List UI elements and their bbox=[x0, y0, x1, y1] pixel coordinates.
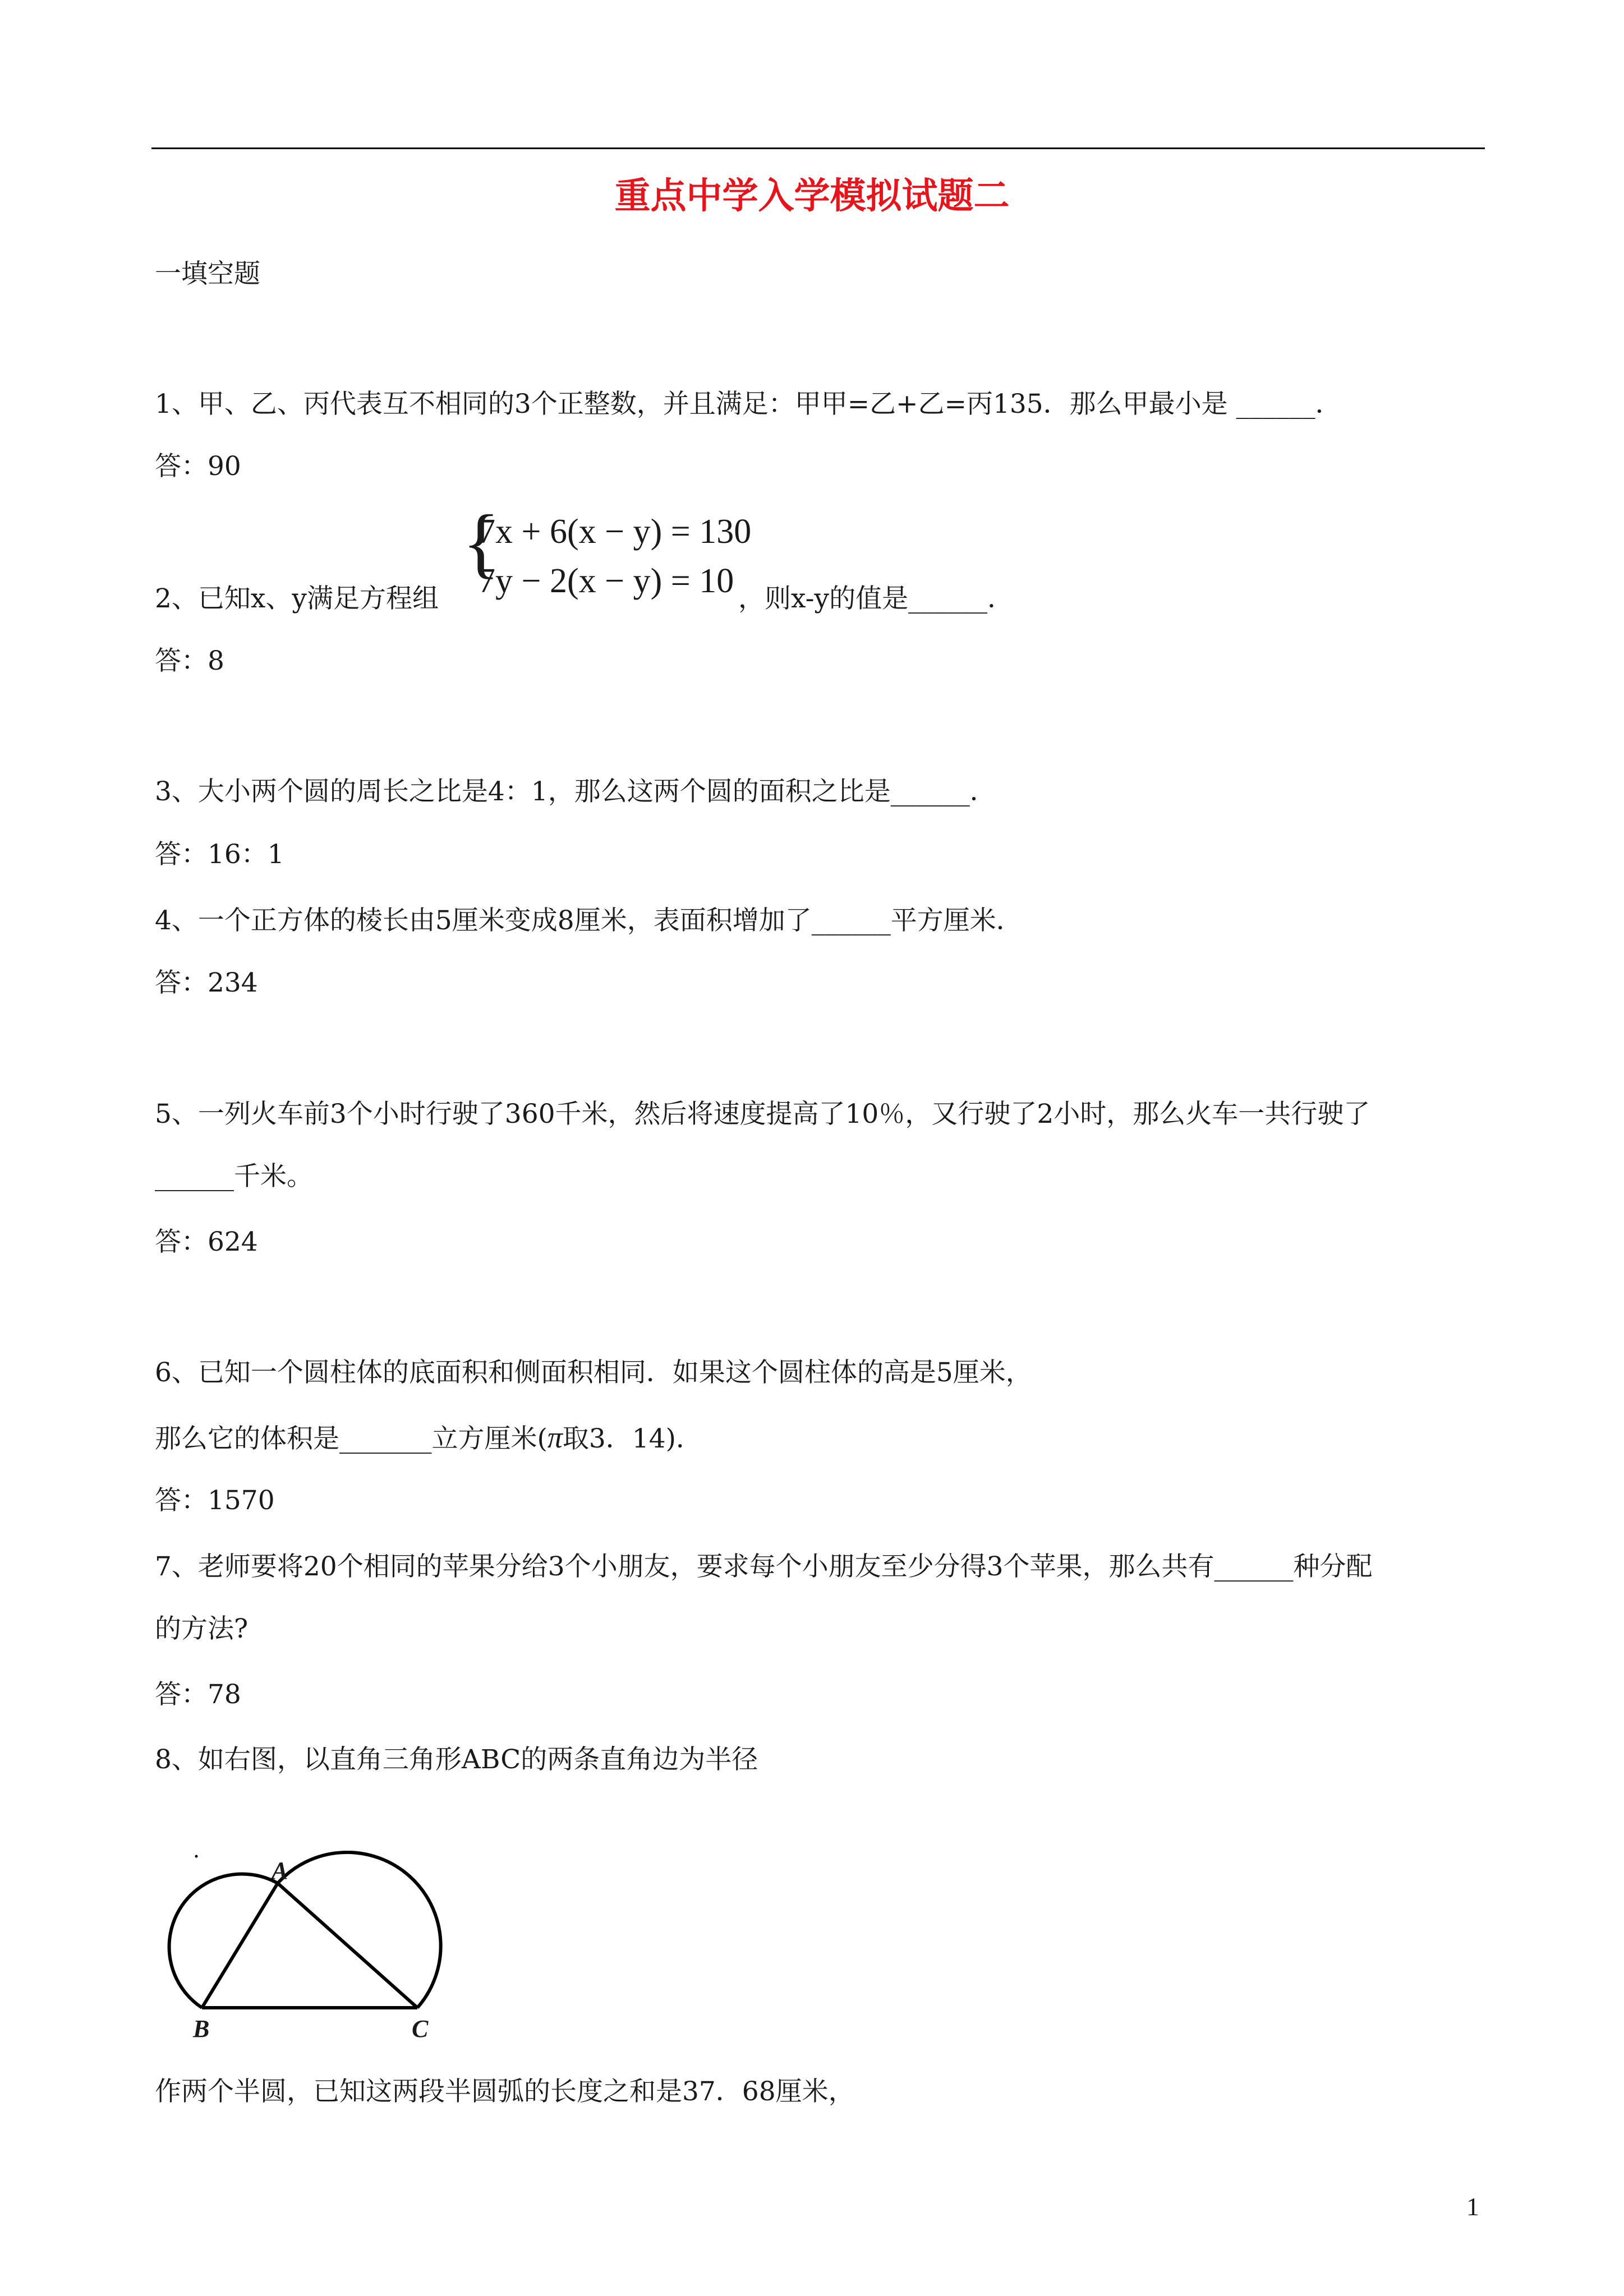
question-7-line-2: 的方法? bbox=[155, 1613, 249, 1644]
question-1-answer: 答：90 bbox=[155, 451, 241, 482]
equation-line-2 bbox=[478, 564, 734, 598]
page-title: 重点中学入学模拟试题二 bbox=[614, 176, 1010, 217]
equation-line-1-text: 7x + 6(x − y) = 130 bbox=[478, 513, 752, 551]
question-7-answer: 答：78 bbox=[155, 1679, 241, 1710]
question-2-text: 2、已知x、y满足方程组 bbox=[155, 583, 439, 614]
question-6-answer: 答：1570 bbox=[155, 1485, 275, 1516]
semicircle-arc-ab bbox=[169, 1874, 278, 2008]
question-6-line-1: 6、已知一个圆柱体的底面积和侧面积相同．如果这个圆柱体的高是5厘米， bbox=[155, 1357, 1032, 1388]
question-6-line-2-before: 那么它的体积是_______立方厘米( bbox=[155, 1423, 548, 1454]
question-5-answer: 答：624 bbox=[155, 1227, 258, 1257]
question-6-line-2-after: 取3．14)． bbox=[562, 1423, 702, 1454]
figure-label-b: B bbox=[193, 2015, 210, 2043]
figure-label-a: A bbox=[272, 1857, 288, 1884]
triangle-side-ab bbox=[202, 1883, 278, 2008]
section-heading: 一填空题 bbox=[155, 259, 260, 289]
question-4-answer: 答：234 bbox=[155, 967, 258, 998]
page-number: 1 bbox=[1466, 2192, 1479, 2221]
equation-line-1 bbox=[478, 514, 751, 549]
figure-label-c: C bbox=[412, 2015, 429, 2043]
question-2-text-after: ，则x-y的值是______． bbox=[738, 583, 1014, 614]
question-7-line-1: 7、老师要将20个相同的苹果分给3个小朋友，要求每个小朋友至少分得3个苹果，那么共有______种分配 bbox=[155, 1551, 1373, 1582]
question-8-text: 8、如右图，以直角三角形ABC的两条直角边为半径 bbox=[155, 1744, 758, 1775]
question-3-answer: 答：16：1 bbox=[155, 839, 284, 870]
question-4-text: 4、一个正方体的棱长由5厘米变成8厘米，表面积增加了______平方厘米． bbox=[155, 905, 1023, 936]
equation-line-2-text: 7y − 2(x − y) = 10 bbox=[478, 562, 734, 600]
question-6-line-2 bbox=[155, 1422, 702, 1453]
question-3-text: 3、大小两个圆的周长之比是4：1，那么这两个圆的面积之比是______． bbox=[155, 776, 996, 807]
question-5-line-2: ______千米。 bbox=[155, 1161, 313, 1192]
pi-symbol: π bbox=[547, 1421, 563, 1454]
header-rule bbox=[151, 147, 1485, 149]
semicircle-arc-ac bbox=[278, 1852, 441, 2008]
question-5-line-1: 5、一列火车前3个小时行驶了360千米，然后将速度提高了10％，又行驶了2小时，那么火车一共行驶了 bbox=[155, 1099, 1370, 1129]
triangle-side-ac bbox=[278, 1883, 417, 2008]
question-8-continuation: 作两个半圆，已知这两段半圆弧的长度之和是37．68厘米， bbox=[155, 2076, 855, 2107]
question-2-answer: 答：8 bbox=[155, 646, 224, 676]
question-1-text: 1、甲、乙、丙代表互不相同的3个正整数，并且满足：甲甲=乙+乙=丙135．那么甲最小是 ______． bbox=[155, 389, 1342, 419]
equation-brace: { bbox=[462, 499, 500, 586]
figure-dot bbox=[195, 1855, 198, 1858]
